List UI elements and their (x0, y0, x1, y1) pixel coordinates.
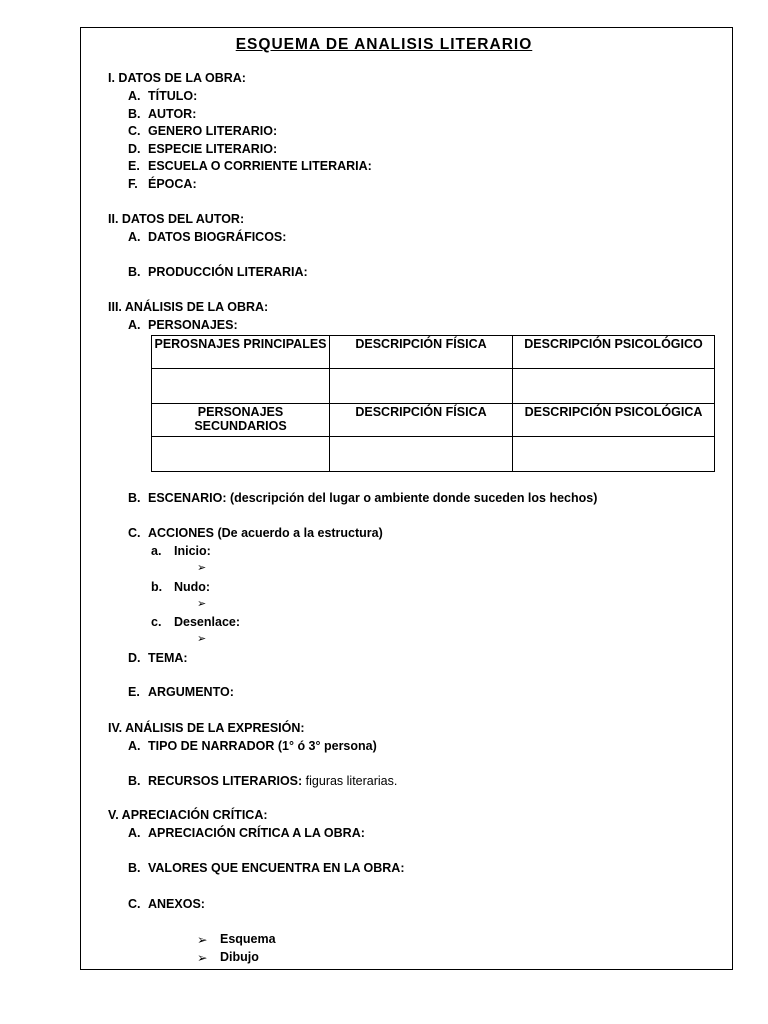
table-cell-header: DESCRIPCIÓN PSICOLÓGICA (513, 404, 715, 437)
annex-item-esquema: ➢ Esquema (197, 932, 276, 947)
arrow-bullet-icon: ➢ (197, 633, 207, 645)
item-anexos: C. ANEXOS: (128, 897, 205, 911)
table-blank-row (152, 369, 715, 404)
item-autor: B. AUTOR: (128, 107, 197, 121)
arrow-bullet-icon: ➢ (197, 562, 207, 574)
item-datos-biograficos: A. DATOS BIOGRÁFICOS: (128, 230, 287, 244)
item-nudo: b. Nudo: (151, 580, 211, 594)
table-blank-row (152, 437, 715, 472)
section-3-heading: III. ANÁLISIS DE LA OBRA: (108, 300, 269, 314)
table-cell-empty[interactable] (330, 437, 513, 472)
item-acciones: C. ACCIONES (De acuerdo a la estructura) (128, 526, 383, 540)
table-cell-empty[interactable] (513, 369, 715, 404)
item-recursos-literarios: B. RECURSOS LITERARIOS: figuras literarias. (128, 774, 398, 788)
table-cell-empty[interactable] (513, 437, 715, 472)
table-header-row (152, 404, 715, 437)
characters-table (151, 335, 715, 472)
table-header-row (152, 336, 715, 369)
table-cell-header: DESCRIPCIÓN FÍSICA (330, 404, 513, 437)
item-especie: D. ESPECIE LITERARIO: (128, 142, 278, 156)
section-4-heading: IV. ANÁLISIS DE LA EXPRESIÓN: (108, 721, 305, 735)
item-personajes: A. PERSONAJES: (128, 318, 238, 332)
annex-item-dibujo: ➢ Dibujo (197, 950, 259, 965)
item-inicio: a. Inicio: (151, 544, 211, 558)
section-2-heading: II. DATOS DEL AUTOR: (108, 212, 245, 226)
section-5-heading: V. APRECIACIÓN CRÍTICA: (108, 808, 268, 822)
table-cell-empty[interactable] (152, 369, 330, 404)
item-escenario: B. ESCENARIO: (descripción del lugar o ambiente donde suceden los hechos) (128, 491, 598, 505)
item-desenlace: c. Desenlace: (151, 615, 241, 629)
item-genero: C. GENERO LITERARIO: (128, 124, 278, 138)
item-tipo-narrador: A. TIPO DE NARRADOR (1° ó 3° persona) (128, 739, 377, 753)
table-cell-header: PERSONAJES SECUNDARIOS (152, 404, 330, 437)
item-epoca: F. ÉPOCA: (128, 177, 197, 191)
item-titulo: A. TÍTULO: (128, 89, 198, 103)
arrow-bullet-icon: ➢ (197, 598, 207, 610)
document-title: ESQUEMA DE ANALISIS LITERARIO (235, 36, 533, 53)
table-cell-empty[interactable] (152, 437, 330, 472)
item-valores: B. VALORES QUE ENCUENTRA EN LA OBRA: (128, 861, 405, 875)
item-escuela: E. ESCUELA O CORRIENTE LITERARIA: (128, 159, 372, 173)
item-produccion-literaria: B. PRODUCCIÓN LITERARIA: (128, 265, 308, 279)
table-cell-empty[interactable] (330, 369, 513, 404)
arrow-bullet-icon: ➢ (197, 951, 208, 965)
item-apreciacion-critica: A. APRECIACIÓN CRÍTICA A LA OBRA: (128, 826, 365, 840)
section-1-heading: I. DATOS DE LA OBRA: (108, 71, 246, 85)
table-cell-header: DESCRIPCIÓN FÍSICA (330, 336, 513, 369)
item-tema: D. TEMA: (128, 651, 188, 665)
table-cell-header: DESCRIPCIÓN PSICOLÓGICO (513, 336, 715, 369)
arrow-bullet-icon: ➢ (197, 933, 208, 947)
table-cell-header: PEROSNAJES PRINCIPALES (152, 336, 330, 369)
item-argumento: E. ARGUMENTO: (128, 685, 234, 699)
